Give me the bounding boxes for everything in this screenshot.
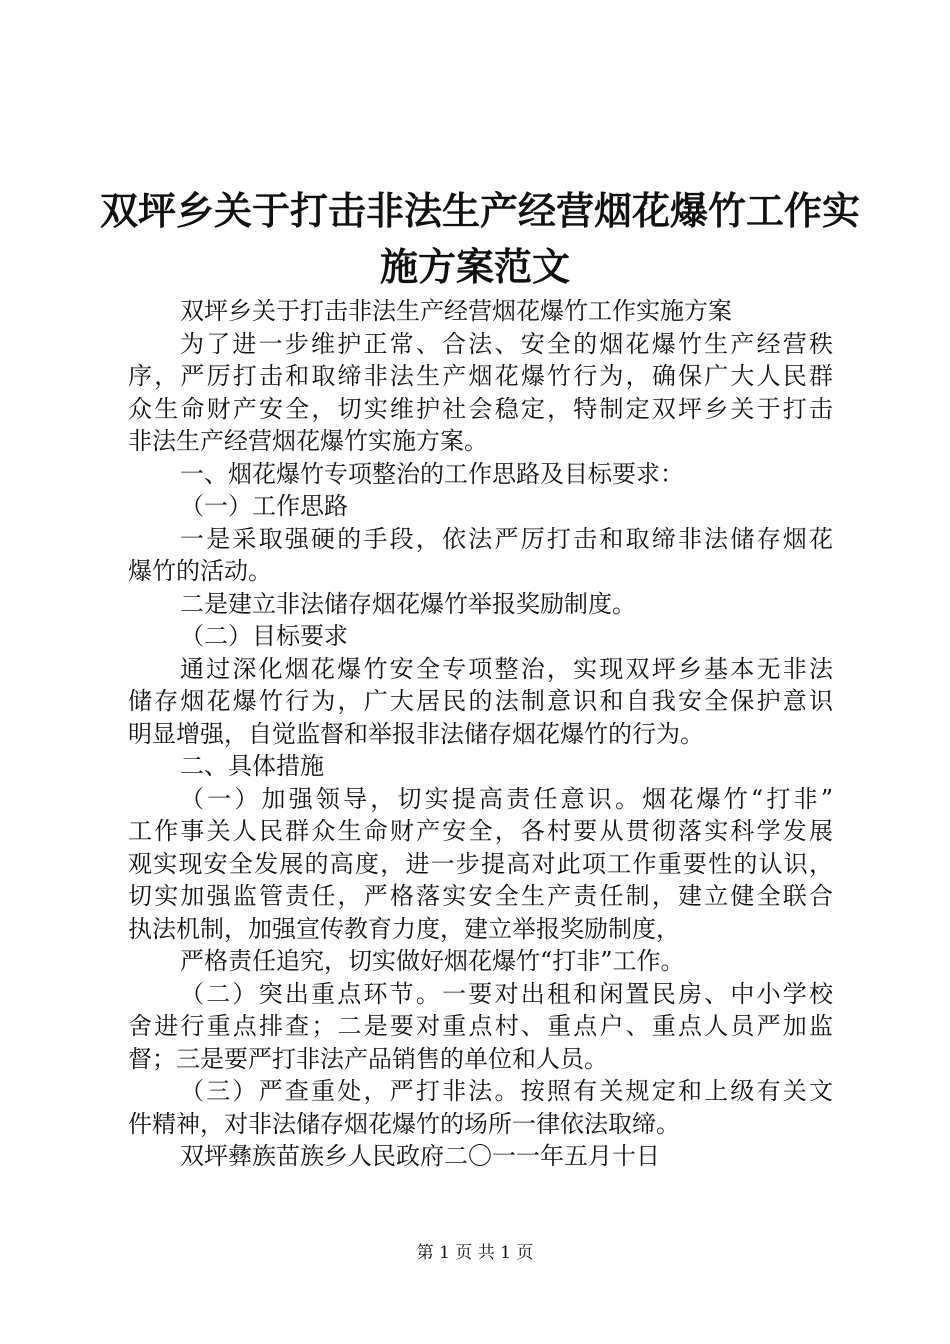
subsection-heading: （一）工作思路 [180, 492, 348, 520]
body-line: （二）突出重点环节。一要对出租和闲置民房、中小学校 [180, 979, 833, 1008]
subsection-heading: （二）目标要求 [180, 622, 348, 650]
body-line: 爆竹的活动。 [128, 557, 272, 585]
body-line: 督；三是要严打非法产品销售的单位和人员。 [128, 1044, 608, 1073]
body-line: 为了进一步维护正常、合法、安全的烟花爆竹生产经营秩 [180, 329, 833, 358]
section-heading: 二、具体措施 [180, 752, 324, 780]
document-title-line-1: 双坪乡关于打击非法生产经营烟花爆竹工作实 [100, 188, 861, 233]
section-heading: 一、烟花爆竹专项整治的工作思路及目标要求： [180, 459, 684, 488]
document-body [128, 295, 833, 1173]
body-line: 众生命财产安全，切实维护社会稳定，特制定双坪乡关于打击 [128, 394, 833, 423]
page-footer: 第 1 页 共 1 页 [416, 1243, 534, 1263]
body-line: 二是建立非法储存烟花爆竹举报奖励制度。 [180, 589, 636, 618]
signature-line: 双坪彝族苗族乡人民政府二〇一一年五月十日 [180, 1142, 660, 1170]
body-line: 通过深化烟花爆竹安全专项整治，实现双坪乡基本无非法 [180, 654, 833, 683]
body-line: 明显增强，自觉监督和举报非法储存烟花爆竹的行为。 [128, 719, 704, 748]
body-line: 执法机制，加强宣传教育力度，建立举报奖励制度， [128, 914, 680, 943]
body-line: 序，严厉打击和取缔非法生产烟花爆竹行为，确保广大人民群 [128, 362, 833, 390]
body-line: 非法生产经营烟花爆竹实施方案。 [128, 427, 488, 455]
body-line: 件精神，对非法储存烟花爆竹的场所一律依法取缔。 [128, 1109, 680, 1138]
body-line: 切实加强监管责任，严格落实安全生产责任制，建立健全联合 [128, 882, 833, 910]
document-title-line-2: 施方案范文 [379, 244, 570, 289]
body-line: 储存烟花爆竹行为，广大居民的法制意识和自我安全保护意识 [128, 687, 833, 715]
body-line: 舍进行重点排查；二是要对重点村、重点户、重点人员严加监 [128, 1012, 833, 1040]
body-line: 工作事关人民群众生命财产安全，各村要从贯彻落实科学发展 [128, 817, 833, 845]
body-line: （三）严查重处，严打非法。按照有关规定和上级有关文 [180, 1077, 833, 1105]
body-line: 双坪乡关于打击非法生产经营烟花爆竹工作实施方案 [180, 297, 732, 325]
body-line: （一）加强领导，切实提高责任意识。烟花爆竹“打非” [180, 784, 833, 813]
body-line: 观实现安全发展的高度，进一步提高对此项工作重要性的认识， [128, 849, 833, 878]
body-line: 严格责任追究，切实做好烟花爆竹“打非”工作。 [180, 947, 685, 975]
body-line: 一是采取强硬的手段，依法严厉打击和取缔非法储存烟花 [180, 524, 833, 553]
